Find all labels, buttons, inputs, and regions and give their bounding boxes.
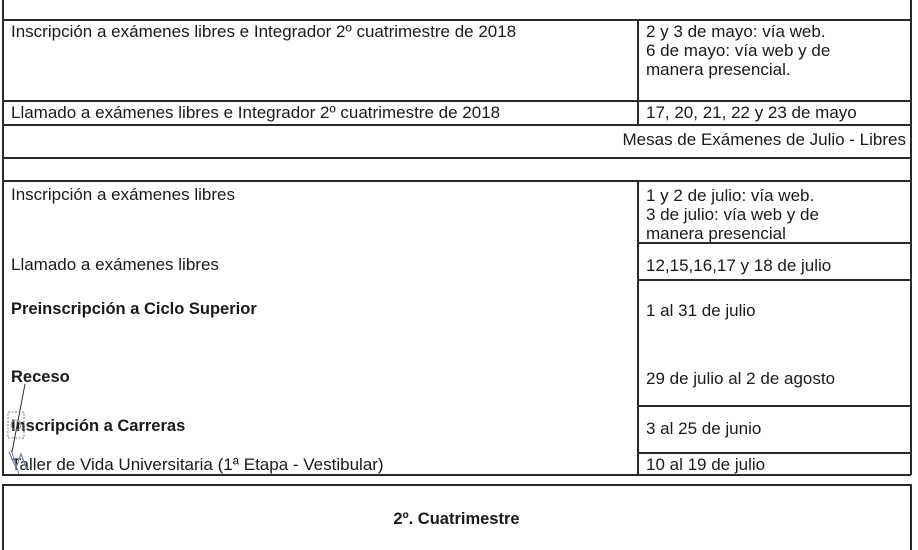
table-rule [2,124,911,126]
row-date: manera presencial. [646,60,791,79]
column-divider [637,181,639,475]
section-heading-cuatrimestre: 2º. Cuatrimestre [393,510,520,528]
section-heading: Mesas de Exámenes de Julio - Libres [622,130,906,149]
box-rule [2,484,911,486]
row-label: Inscripción a exámenes libres [11,185,235,204]
row-date: 29 de julio al 2 de agosto [646,369,836,388]
row-label: Llamado a exámenes libres [11,255,219,274]
row-label: Taller de Vida Universitaria (1ª Etapa - Vestibular) [11,455,384,474]
table-rule [2,157,911,159]
row-date: 6 de mayo: vía web y de [646,41,831,60]
table-rule [637,405,911,407]
row-date: 12,15,16,17 y 18 de julio [646,256,832,275]
table-border-right [910,0,912,475]
table-border-left [2,0,4,475]
table-rule [2,100,911,102]
table-rule [637,452,911,454]
row-date: 17, 20, 21, 22 y 23 de mayo [646,103,857,122]
stamp-mark [7,408,35,478]
row-date: 10 al 19 de julio [646,455,766,474]
row-date: 3 al 25 de junio [646,419,762,438]
row-label: Inscripción a exámenes libres e Integrador 2º cuatrimestre de 2018 [11,22,517,41]
row-date: 1 al 31 de julio [646,301,756,320]
table-rule [637,279,911,281]
row-date: 1 y 2 de julio: vía web. [646,186,815,205]
row-label: Preinscripción a Ciclo Superior [11,300,257,318]
row-date: 3 de julio: vía web y de [646,205,819,224]
row-date: 2 y 3 de mayo: vía web. [646,22,826,41]
row-label: Receso [11,368,70,386]
row-date: manera presencial [646,224,786,243]
row-label: Llamado a exámenes libres e Integrador 2º cuatrimestre de 2018 [11,103,501,122]
column-divider [637,19,639,125]
row-label: Inscripción a Carreras [11,417,186,435]
table-rule [2,180,911,182]
table-rule [2,19,911,21]
